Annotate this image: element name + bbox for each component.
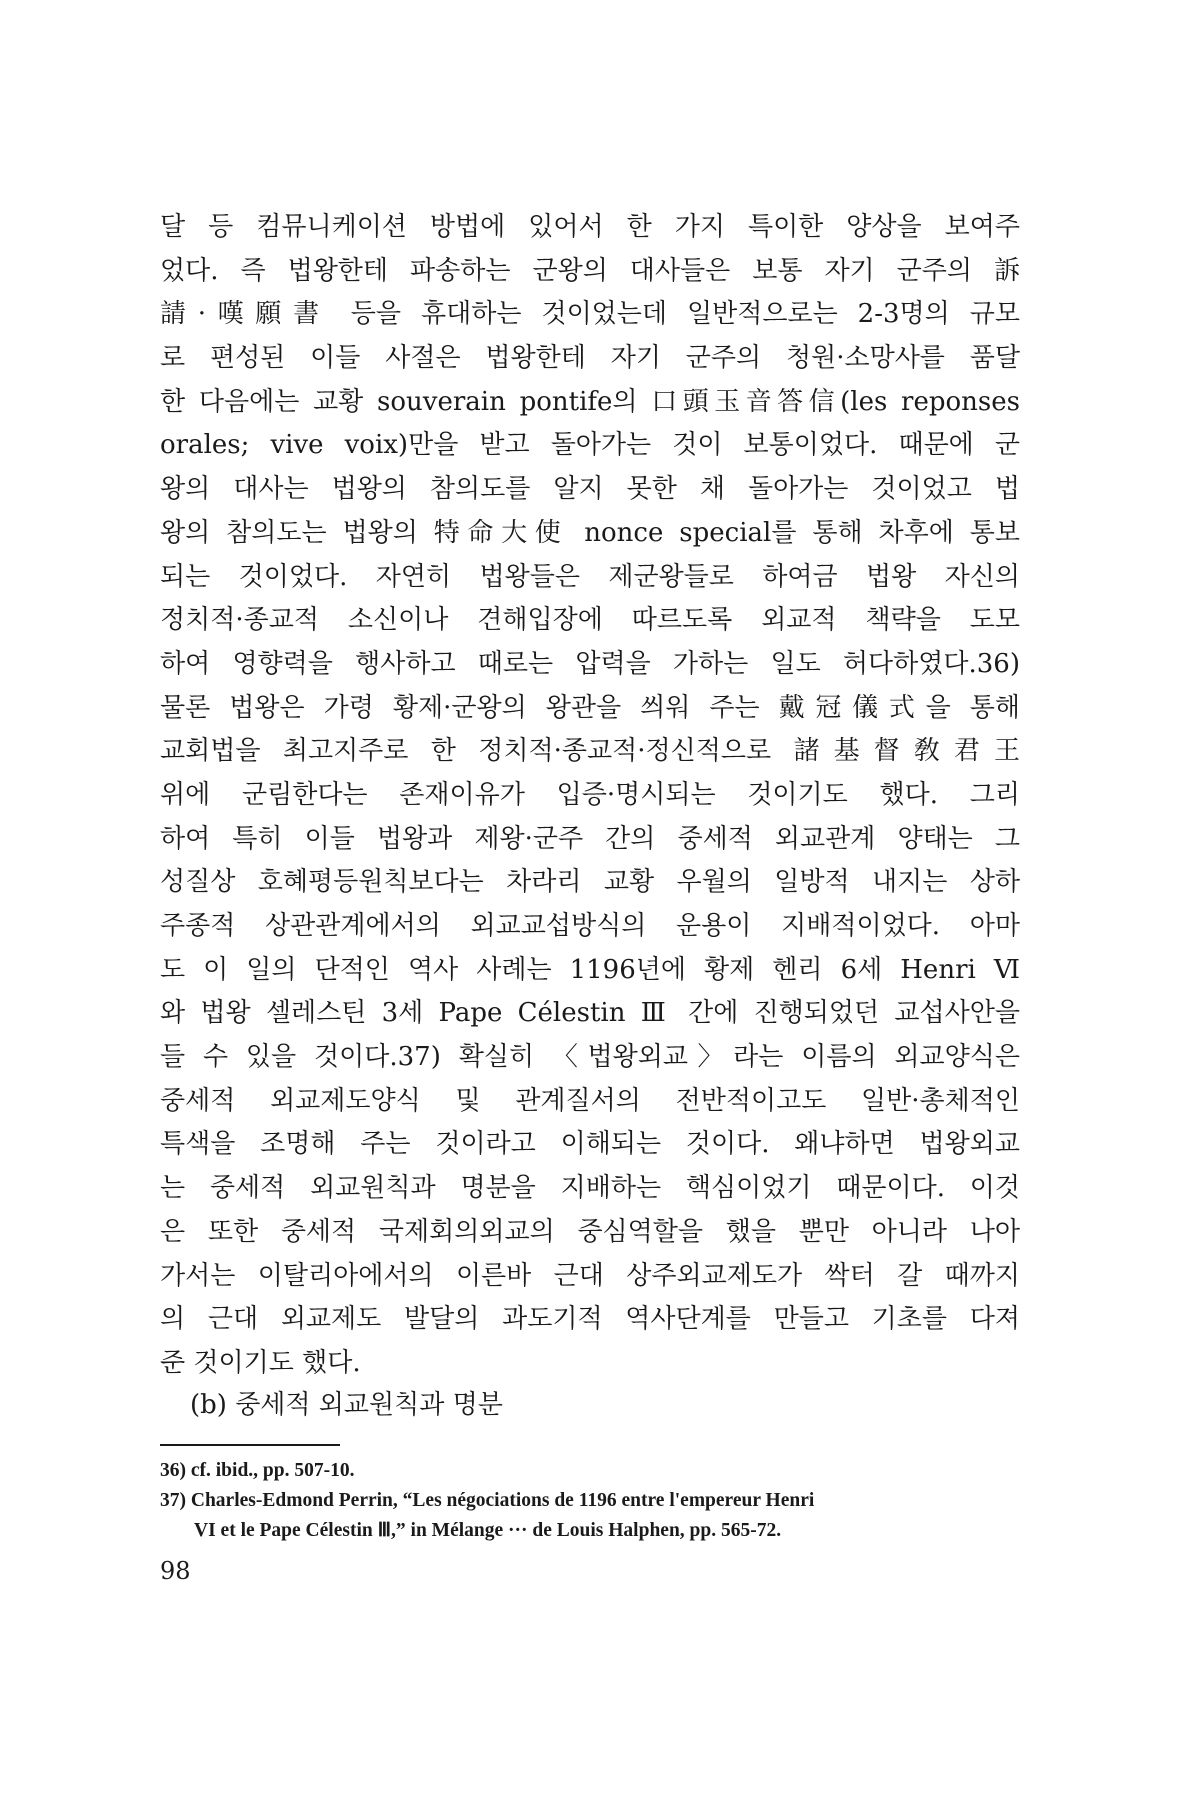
- footnote-divider: [160, 1444, 340, 1446]
- text-line: 중세적 외교제도양식 및 관계질서의 전반적이고도 일반·총체적인: [160, 1085, 1020, 1116]
- footnote-37: 37) Charles-Edmond Perrin, “Les négociations de 1196 entre l'empereur Henri: [160, 1490, 815, 1511]
- text-line: 은 또한 중세적 국제회의외교의 중심역할을 했을 뿐만 아니라 나아: [160, 1216, 1020, 1247]
- text-line: 되는 것이었다. 자연히 법왕들은 제군왕들로 하여금 법왕 자신의: [160, 561, 1020, 592]
- text-line: 도 이 일의 단적인 역사 사례는 1196년에 황제 헨리 6세 Henri Ⅵ: [160, 954, 1020, 985]
- text-line: 교회법을 최고지주로 한 정치적·종교적·정신적으로 諸基督敎君王: [160, 736, 1020, 767]
- text-line: 위에 군림한다는 존재이유가 입증·명시되는 것이기도 했다. 그리: [160, 779, 1020, 810]
- text-line: 왕의 대사는 법왕의 참의도를 알지 못한 채 돌아가는 것이었고 법: [160, 474, 1020, 505]
- text-line: orales; vive voix)만을 받고 돌아가는 것이 보통이었다. 때문에 군: [160, 430, 1020, 461]
- footnote-37-continued: VI et le Pape Célestin Ⅲ,” in Mélange ··· de Louis Halphen, pp. 565-72.: [194, 1520, 782, 1541]
- page-number: 98: [160, 1557, 191, 1585]
- text-line: 하여 특히 이들 법왕과 제왕·군주 간의 중세적 외교관계 양태는 그: [160, 823, 1020, 854]
- footnote-36: 36) cf. ibid., pp. 507-10.: [160, 1460, 355, 1481]
- text-line: 정치적·종교적 소신이나 견해입장에 따르도록 외교적 책략을 도모: [160, 605, 1020, 636]
- text-line: 달 등 컴뮤니케이션 방법에 있어서 한 가지 특이한 양상을 보여주: [160, 212, 1020, 242]
- text-line: 하여 영향력을 행사하고 때로는 압력을 가하는 일도 허다하였다.36): [160, 648, 1020, 679]
- body-text: [160, 206, 1020, 1386]
- text-line: 주종적 상관관계에서의 외교교섭방식의 운용이 지배적이었다. 아마: [160, 911, 1020, 941]
- text-line: 는 중세적 외교원칙과 명분을 지배하는 핵심이었기 때문이다. 이것: [160, 1173, 1020, 1204]
- text-line: 가서는 이탈리아에서의 이른바 근대 상주외교제도가 싹터 갈 때까지: [160, 1260, 1020, 1291]
- section-heading: (b) 중세적 외교원칙과 명분: [190, 1390, 503, 1420]
- text-line: 특색을 조명해 주는 것이라고 이해되는 것이다. 왜냐하면 법왕외교: [160, 1129, 1020, 1160]
- text-line: 었다. 즉 법왕한테 파송하는 군왕의 대사들은 보통 자기 군주의 訴: [160, 255, 1020, 286]
- text-line: 의 근대 외교제도 발달의 과도기적 역사단계를 만들고 기초를 다져: [160, 1304, 1020, 1335]
- text-line: 와 법왕 셀레스틴 3세 Pape Célestin Ⅲ 간에 진행되었던 교섭사안을: [160, 998, 1020, 1029]
- text-line: 왕의 참의도는 법왕의 特命大使 nonce special를 통해 차후에 통보: [160, 517, 1020, 548]
- text-line: 請·嘆願書 등을 휴대하는 것이었는데 일반적으로는 2-3명의 규모: [160, 299, 1020, 330]
- footnotes: [160, 1456, 1020, 1546]
- text-line: 준 것이기도 했다.: [160, 1347, 361, 1378]
- text-line: 한 다음에는 교황 souverain pontife의 口頭玉音答信(les reponses: [160, 386, 1020, 417]
- text-line: 물론 법왕은 가령 황제·군왕의 왕관을 씌워 주는 戴冠儀式을 통해: [160, 692, 1020, 723]
- text-line: 들 수 있을 것이다.37) 확실히 〈법왕외교〉라는 이름의 외교양식은: [160, 1042, 1020, 1073]
- text-line: 로 편성된 이들 사절은 법왕한테 자기 군주의 청원·소망사를 품달: [160, 343, 1020, 374]
- text-line: 성질상 호혜평등원칙보다는 차라리 교황 우월의 일방적 내지는 상하: [160, 867, 1020, 898]
